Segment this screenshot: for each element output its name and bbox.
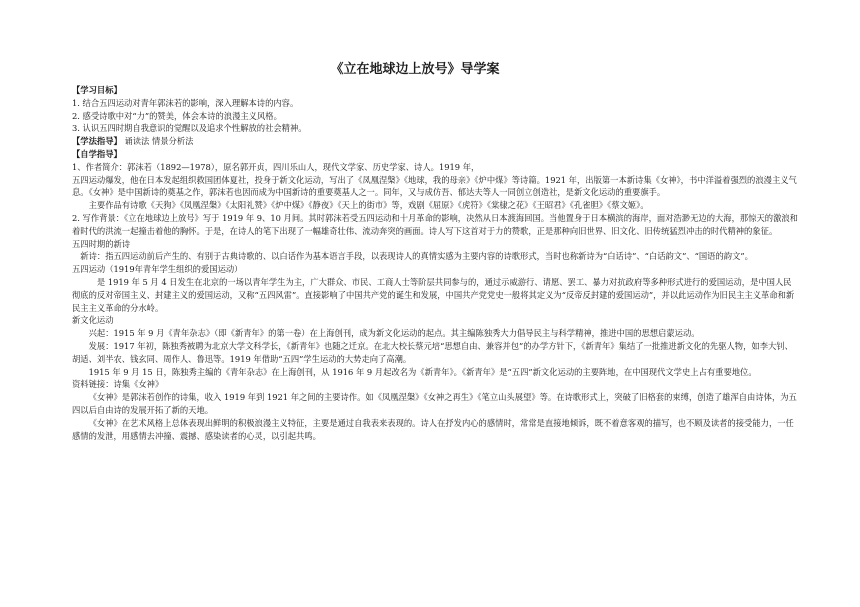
page-title: 《立在地球边上放号》导学案 xyxy=(330,62,500,77)
goals-header: 【学习目标】 xyxy=(72,85,122,95)
self-study-header: 【自学指导】 xyxy=(72,148,122,159)
new-culture-rise: 兴起：1915 年 9 月《青年杂志》（即《新青年》的第一卷）在上海创刊，成为新文化运动的起点。其主编陈独秀大力倡导民主与科学精神，推进中国的思想启蒙运动。 xyxy=(88,328,700,339)
goal-item: 2. 感受诗歌中对“力”的赞美，体会本诗的浪漫主义风格。 xyxy=(72,110,282,121)
section-heading: 新文化运动 xyxy=(72,315,114,326)
goal-item: 3. 认识五四时期自我意识的觉醒以及追求个性解放的社会精神。 xyxy=(72,123,307,134)
new-poetry-def: 新诗：指五四运动前后产生的、有别于古典诗歌的、以白话作为基本语言手段，以表现诗人的真情实感为主要内容的诗歌形式，当时也称新诗为“白话诗”、“白话韵文”、“国语的韵文”。 xyxy=(80,251,753,262)
method-header: 【学法指导】 xyxy=(72,136,122,147)
may-fourth-desc: 是 1919 年 5 月 4 日发生在北京的一场以青年学生为主，广大群众、市民、工商人士等阶层共同参与的，通过示威游行、请愿、罢工、暴力对抗政府等多种形式进行的爱国运动，是中国人民彻底的反对帝国主义、封建主义的爱国运动，又称“五四风雷”。直接影响了中国共产党的诞生和发展，中国共产党党史一般将其定义为“反帝反封建的爱国运动”，并以此运动作为旧民主主义革命和新民主主义革命的分水岭。 xyxy=(72,276,795,313)
method-row xyxy=(72,135,798,148)
new-culture-development: 发展：1917 年初，陈独秀被聘为北京大学文科学长，《新青年》也随之迁京。在北大校长蔡元培“思想自由、兼容并包”的办学方针下，《新青年》集结了一批推进新文化的先驱人物，如李大钊、胡适、刘半农、钱玄同、周作人、鲁迅等。1919 年借助“五四”学生运动的大势走向了高潮。 xyxy=(72,340,793,364)
new-youth-note: 1915 年 9 月 15 日，陈独秀主编的《青年杂志》在上海创刊，从 1916 年 9 月起改名为《新青年》。《新青年》是“五四”新文化运动的主要阵地，在中国现代文学史上占有重要地位。 xyxy=(88,366,757,377)
method-text: 诵读法 情景分析法 xyxy=(124,136,194,147)
goddess-style: 《女神》在艺术风格上总体表现出鲜明的积极浪漫主义特征，主要是通过自我表来表现的。诗人在抒发内心的感情时，常常是直接地倾诉，既不着意客观的描写，也不顾及读者的接受能力，一任感情的发泄，用感情去冲撞、震撼、感染读者的心灵，以引起共鸣。 xyxy=(72,417,794,441)
goal-item: 1. 结合五四运动对青年郭沫若的影响，深入理解本诗的内容。 xyxy=(72,97,299,108)
section-heading: 资料链接：诗集《女神》 xyxy=(72,379,164,390)
author-intro-cont: 五四运动爆发，他在日本发起组织救国团体夏社，投身于新文化运动，写出了《凤凰涅槃》《地球，我的母亲》《炉中煤》等诗篇。1921 年，出版第一本新诗集《女神》，书中洋溢着强烈的浪漫主义气息。《女神》是中国新诗的奠基之作，郭沫若也因而成为中国新诗的重要奠基人之一。同年，又与成仿吾、郁达夫等人一同创立创造社，是新文化运动的重要旗手。 xyxy=(72,174,797,198)
author-intro: 1、作者简介：郭沫若（1892—1978），原名郭开贞，四川乐山人，现代文学家、历史学家、诗人。1919 年， xyxy=(72,161,480,172)
major-works: 主要作品有诗歌《天狗》《凤凰涅槃》《太阳礼赞》《炉中煤》《静夜》《天上的街市》等，戏剧《屈原》《虎符》《棠棣之花》《王昭君》《孔雀胆》《蔡文姬》。 xyxy=(88,200,649,211)
section-heading: 五四运动（1919年青年学生组织的爱国运动） xyxy=(72,264,243,275)
section-heading: 五四时期的新诗 xyxy=(72,238,131,249)
goddess-intro: 《女神》是郭沫若创作的诗集，收入 1919 年到 1921 年之间的主要诗作。如《凤凰涅槃》《女神之再生》《笔立山头展望》等。在诗歌形式上，突破了旧格套的束缚，创造了雄浑自由诗体，为五四以后自由诗的发展开拓了新的天地。 xyxy=(72,392,797,415)
writing-background: 2. 写作背景：《立在地球边上放号》写于 1919 年 9、10 月间。其时郭沫若受五四运动和十月革命的影响，决然从日本渡海回国。当他置身于日本横滨的海岸，面对浩渺无边的大海，那惊天的激浪和着时代的洪流一起撞击着他的胸怀。于是，在诗人的笔下出现了一幅雄奇壮伟、流动奔突的画面。诗人写下这首对于力的赞歌，正是那种向旧世界、旧文化、旧传统猛烈冲击的时代精神的象征。 xyxy=(72,212,798,236)
